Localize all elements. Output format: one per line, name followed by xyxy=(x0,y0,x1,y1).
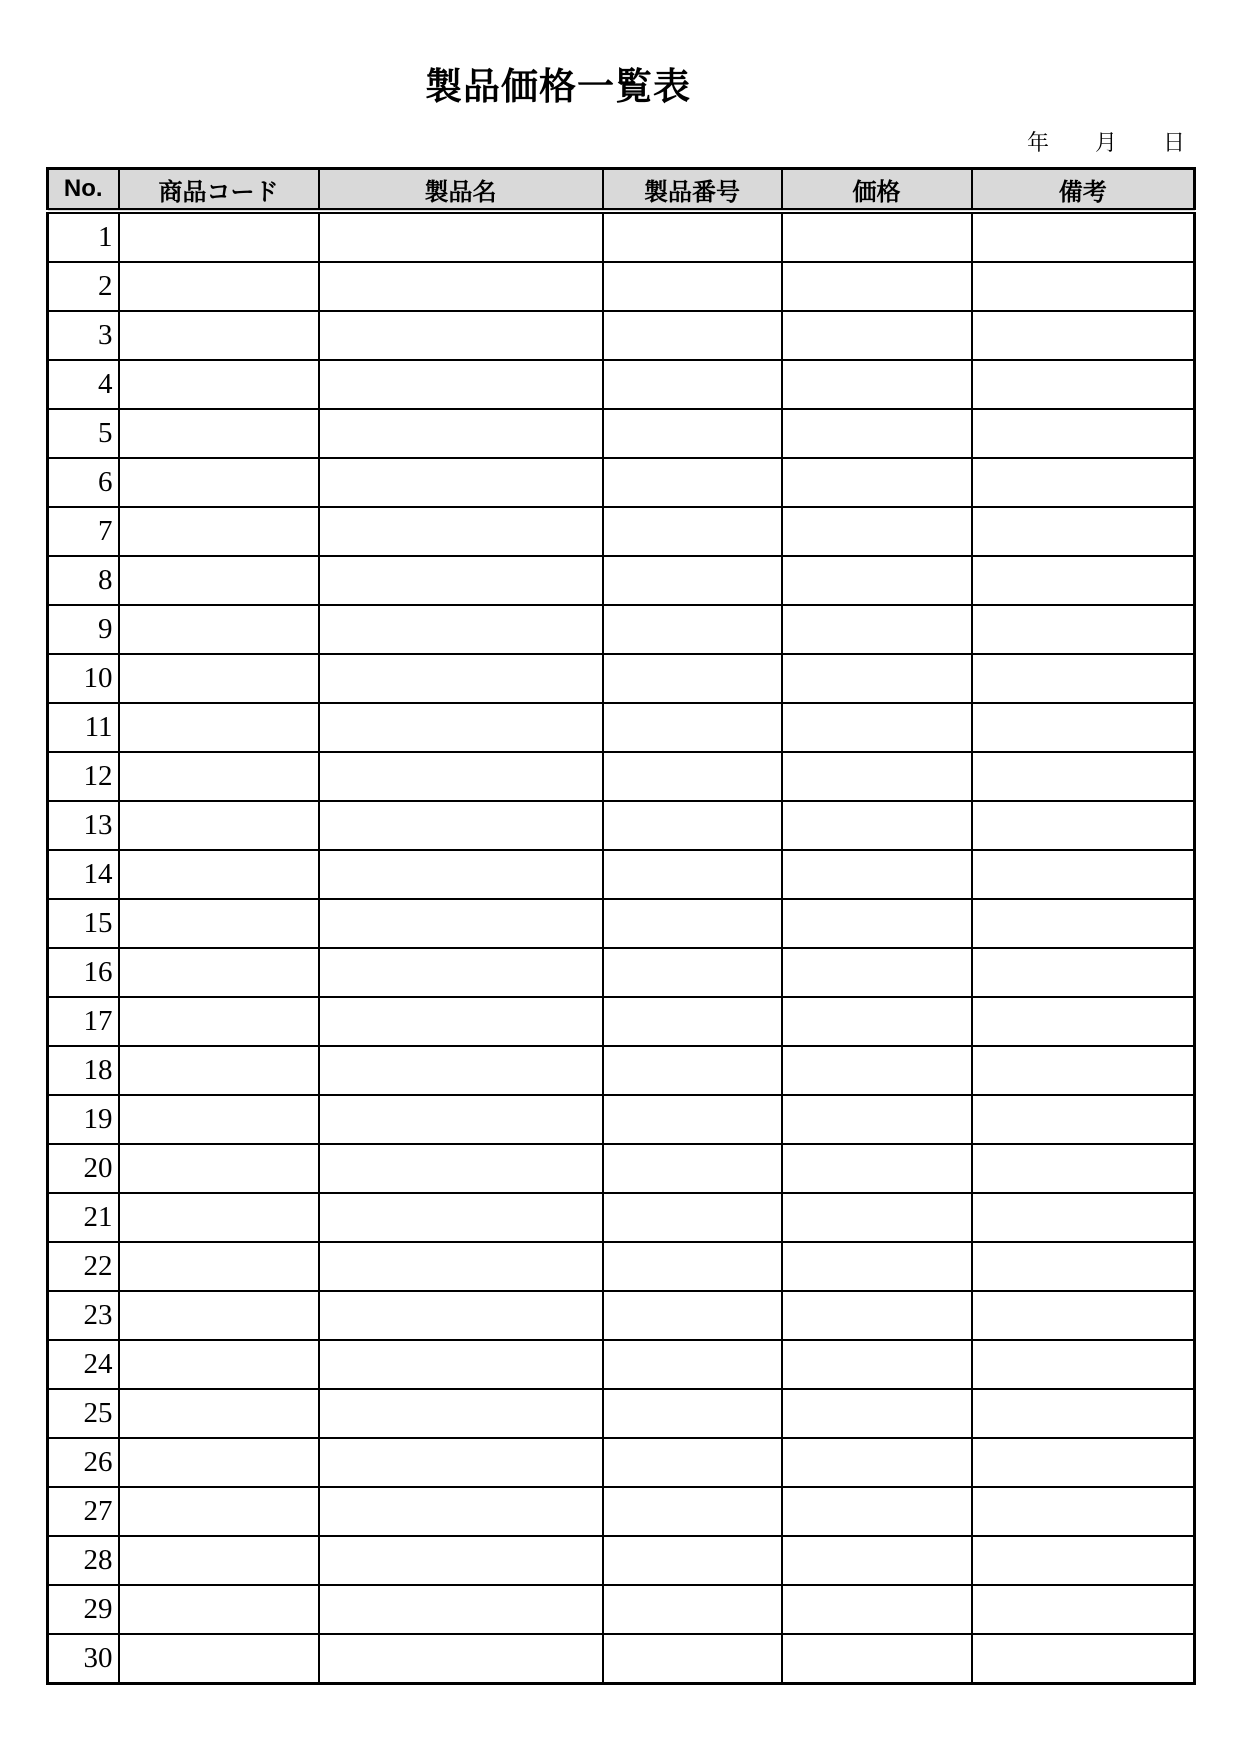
cell-remarks xyxy=(972,801,1195,850)
cell-name xyxy=(319,458,603,507)
cell-code xyxy=(119,409,319,458)
row-number-cell: 11 xyxy=(48,703,119,752)
cell-number xyxy=(603,507,782,556)
date-line xyxy=(1027,126,1185,157)
cell-remarks xyxy=(972,1634,1195,1684)
date-month-label: 月 xyxy=(1094,130,1117,155)
row-number-cell: 26 xyxy=(48,1438,119,1487)
cell-price xyxy=(782,458,972,507)
cell-remarks xyxy=(972,1585,1195,1634)
cell-price xyxy=(782,850,972,899)
cell-price xyxy=(782,1046,972,1095)
cell-remarks xyxy=(972,703,1195,752)
row-number-cell: 23 xyxy=(48,1291,119,1340)
table-row xyxy=(48,1340,1195,1389)
cell-number xyxy=(603,211,782,262)
cell-remarks xyxy=(972,1095,1195,1144)
cell-code xyxy=(119,703,319,752)
cell-number xyxy=(603,1389,782,1438)
date-day-label: 日 xyxy=(1162,130,1185,155)
cell-price xyxy=(782,899,972,948)
cell-code xyxy=(119,1046,319,1095)
cell-remarks xyxy=(972,211,1195,262)
cell-price xyxy=(782,1634,972,1684)
cell-number xyxy=(603,1340,782,1389)
cell-name xyxy=(319,605,603,654)
table-row xyxy=(48,360,1195,409)
column-header-product-code: 商品コード xyxy=(119,169,319,212)
cell-name xyxy=(319,997,603,1046)
cell-name xyxy=(319,1536,603,1585)
row-number-cell: 19 xyxy=(48,1095,119,1144)
cell-number xyxy=(603,311,782,360)
cell-name xyxy=(319,1291,603,1340)
table-row xyxy=(48,1242,1195,1291)
table-row xyxy=(48,1095,1195,1144)
cell-remarks xyxy=(972,556,1195,605)
row-number-cell: 8 xyxy=(48,556,119,605)
table-row xyxy=(48,458,1195,507)
cell-code xyxy=(119,1291,319,1340)
cell-price xyxy=(782,1144,972,1193)
cell-number xyxy=(603,752,782,801)
table-row xyxy=(48,311,1195,360)
cell-name xyxy=(319,654,603,703)
cell-number xyxy=(603,1046,782,1095)
row-number-cell: 4 xyxy=(48,360,119,409)
table-row xyxy=(48,409,1195,458)
table-row xyxy=(48,556,1195,605)
cell-number xyxy=(603,1438,782,1487)
cell-name xyxy=(319,409,603,458)
cell-remarks xyxy=(972,311,1195,360)
cell-name xyxy=(319,556,603,605)
cell-name xyxy=(319,507,603,556)
cell-code xyxy=(119,1095,319,1144)
cell-remarks xyxy=(972,605,1195,654)
row-number-cell: 28 xyxy=(48,1536,119,1585)
cell-remarks xyxy=(972,507,1195,556)
cell-code xyxy=(119,899,319,948)
cell-price xyxy=(782,211,972,262)
cell-price xyxy=(782,801,972,850)
cell-number xyxy=(603,850,782,899)
cell-code xyxy=(119,1438,319,1487)
date-year-label: 年 xyxy=(1026,130,1049,155)
row-number-cell: 14 xyxy=(48,850,119,899)
table-row xyxy=(48,1585,1195,1634)
cell-number xyxy=(603,458,782,507)
row-number-cell: 22 xyxy=(48,1242,119,1291)
cell-code xyxy=(119,1585,319,1634)
cell-remarks xyxy=(972,262,1195,311)
cell-code xyxy=(119,1634,319,1684)
row-number-cell: 9 xyxy=(48,605,119,654)
table-row xyxy=(48,850,1195,899)
cell-name xyxy=(319,1046,603,1095)
cell-number xyxy=(603,556,782,605)
cell-code xyxy=(119,1536,319,1585)
row-number-cell: 17 xyxy=(48,997,119,1046)
price-table xyxy=(46,167,1196,1685)
cell-name xyxy=(319,1634,603,1684)
row-number-cell: 13 xyxy=(48,801,119,850)
cell-remarks xyxy=(972,1340,1195,1389)
cell-number xyxy=(603,801,782,850)
cell-remarks xyxy=(972,409,1195,458)
table-row xyxy=(48,1193,1195,1242)
cell-number xyxy=(603,605,782,654)
header-row xyxy=(48,169,1195,212)
cell-remarks xyxy=(972,360,1195,409)
table-row xyxy=(48,997,1195,1046)
cell-price xyxy=(782,507,972,556)
table-row xyxy=(48,801,1195,850)
cell-code xyxy=(119,507,319,556)
cell-code xyxy=(119,1487,319,1536)
cell-number xyxy=(603,1536,782,1585)
cell-price xyxy=(782,1536,972,1585)
table-row xyxy=(48,1046,1195,1095)
row-number-cell: 29 xyxy=(48,1585,119,1634)
cell-price xyxy=(782,654,972,703)
table-row xyxy=(48,899,1195,948)
cell-code xyxy=(119,1193,319,1242)
cell-code xyxy=(119,654,319,703)
cell-price xyxy=(782,1095,972,1144)
cell-code xyxy=(119,556,319,605)
cell-price xyxy=(782,1340,972,1389)
row-number-cell: 27 xyxy=(48,1487,119,1536)
cell-remarks xyxy=(972,1487,1195,1536)
table-row xyxy=(48,752,1195,801)
cell-price xyxy=(782,605,972,654)
cell-number xyxy=(603,1585,782,1634)
cell-remarks xyxy=(972,1242,1195,1291)
cell-number xyxy=(603,899,782,948)
cell-name xyxy=(319,1487,603,1536)
cell-code xyxy=(119,1242,319,1291)
cell-price xyxy=(782,997,972,1046)
cell-remarks xyxy=(972,850,1195,899)
table-row xyxy=(48,654,1195,703)
cell-name xyxy=(319,1144,603,1193)
table-body xyxy=(48,211,1195,1684)
table-row xyxy=(48,605,1195,654)
table-row xyxy=(48,1487,1195,1536)
cell-code xyxy=(119,997,319,1046)
cell-name xyxy=(319,262,603,311)
cell-remarks xyxy=(972,1193,1195,1242)
cell-remarks xyxy=(972,1046,1195,1095)
cell-number xyxy=(603,1242,782,1291)
row-number-cell: 30 xyxy=(48,1634,119,1684)
cell-remarks xyxy=(972,899,1195,948)
column-header-product-number: 製品番号 xyxy=(603,169,782,212)
table-row xyxy=(48,1291,1195,1340)
table-row xyxy=(48,1634,1195,1684)
cell-code xyxy=(119,458,319,507)
cell-number xyxy=(603,997,782,1046)
cell-name xyxy=(319,703,603,752)
row-number-cell: 24 xyxy=(48,1340,119,1389)
cell-code xyxy=(119,850,319,899)
cell-price xyxy=(782,262,972,311)
row-number-cell: 15 xyxy=(48,899,119,948)
cell-remarks xyxy=(972,1291,1195,1340)
cell-remarks xyxy=(972,458,1195,507)
cell-number xyxy=(603,409,782,458)
cell-name xyxy=(319,1193,603,1242)
cell-code xyxy=(119,1144,319,1193)
cell-price xyxy=(782,1242,972,1291)
column-header-price: 価格 xyxy=(782,169,972,212)
cell-code xyxy=(119,948,319,997)
table-row xyxy=(48,948,1195,997)
table-row xyxy=(48,1438,1195,1487)
cell-remarks xyxy=(972,1144,1195,1193)
row-number-cell: 12 xyxy=(48,752,119,801)
row-number-cell: 7 xyxy=(48,507,119,556)
cell-name xyxy=(319,1242,603,1291)
cell-name xyxy=(319,1340,603,1389)
cell-number xyxy=(603,360,782,409)
cell-name xyxy=(319,948,603,997)
cell-name xyxy=(319,752,603,801)
cell-name xyxy=(319,1438,603,1487)
cell-price xyxy=(782,1193,972,1242)
row-number-cell: 1 xyxy=(48,211,119,262)
cell-price xyxy=(782,556,972,605)
cell-code xyxy=(119,211,319,262)
row-number-cell: 10 xyxy=(48,654,119,703)
cell-number xyxy=(603,1193,782,1242)
cell-price xyxy=(782,1585,972,1634)
table-row xyxy=(48,1144,1195,1193)
cell-code xyxy=(119,1389,319,1438)
cell-number xyxy=(603,1487,782,1536)
cell-price xyxy=(782,1389,972,1438)
cell-code xyxy=(119,360,319,409)
cell-name xyxy=(319,801,603,850)
page-title: 製品価格一覧表 xyxy=(425,66,691,107)
row-number-cell: 5 xyxy=(48,409,119,458)
cell-price xyxy=(782,1291,972,1340)
table-row xyxy=(48,211,1195,262)
cell-price xyxy=(782,1487,972,1536)
cell-price xyxy=(782,948,972,997)
cell-name xyxy=(319,311,603,360)
table-row xyxy=(48,507,1195,556)
cell-code xyxy=(119,605,319,654)
row-number-cell: 6 xyxy=(48,458,119,507)
row-number-cell: 2 xyxy=(48,262,119,311)
cell-name xyxy=(319,1095,603,1144)
row-number-cell: 3 xyxy=(48,311,119,360)
cell-number xyxy=(603,948,782,997)
cell-code xyxy=(119,801,319,850)
cell-price xyxy=(782,1438,972,1487)
cell-name xyxy=(319,1389,603,1438)
cell-remarks xyxy=(972,997,1195,1046)
cell-price xyxy=(782,360,972,409)
column-header-product-name: 製品名 xyxy=(319,169,603,212)
cell-price xyxy=(782,752,972,801)
column-header-remarks: 備考 xyxy=(972,169,1195,212)
cell-code xyxy=(119,311,319,360)
cell-number xyxy=(603,703,782,752)
row-number-cell: 21 xyxy=(48,1193,119,1242)
cell-number xyxy=(603,1095,782,1144)
table-row xyxy=(48,1536,1195,1585)
cell-remarks xyxy=(972,948,1195,997)
cell-name xyxy=(319,850,603,899)
cell-name xyxy=(319,211,603,262)
cell-name xyxy=(319,899,603,948)
cell-name xyxy=(319,360,603,409)
cell-number xyxy=(603,654,782,703)
cell-remarks xyxy=(972,654,1195,703)
table-row xyxy=(48,262,1195,311)
cell-number xyxy=(603,1634,782,1684)
cell-number xyxy=(603,262,782,311)
cell-price xyxy=(782,409,972,458)
cell-remarks xyxy=(972,752,1195,801)
cell-price xyxy=(782,703,972,752)
cell-remarks xyxy=(972,1536,1195,1585)
cell-name xyxy=(319,1585,603,1634)
cell-code xyxy=(119,752,319,801)
cell-code xyxy=(119,262,319,311)
cell-remarks xyxy=(972,1389,1195,1438)
row-number-cell: 20 xyxy=(48,1144,119,1193)
cell-code xyxy=(119,1340,319,1389)
table-row xyxy=(48,1389,1195,1438)
row-number-cell: 25 xyxy=(48,1389,119,1438)
cell-remarks xyxy=(972,1438,1195,1487)
cell-price xyxy=(782,311,972,360)
table-row xyxy=(48,703,1195,752)
row-number-cell: 18 xyxy=(48,1046,119,1095)
cell-number xyxy=(603,1291,782,1340)
column-header-no: No. xyxy=(48,169,119,212)
cell-number xyxy=(603,1144,782,1193)
row-number-cell: 16 xyxy=(48,948,119,997)
